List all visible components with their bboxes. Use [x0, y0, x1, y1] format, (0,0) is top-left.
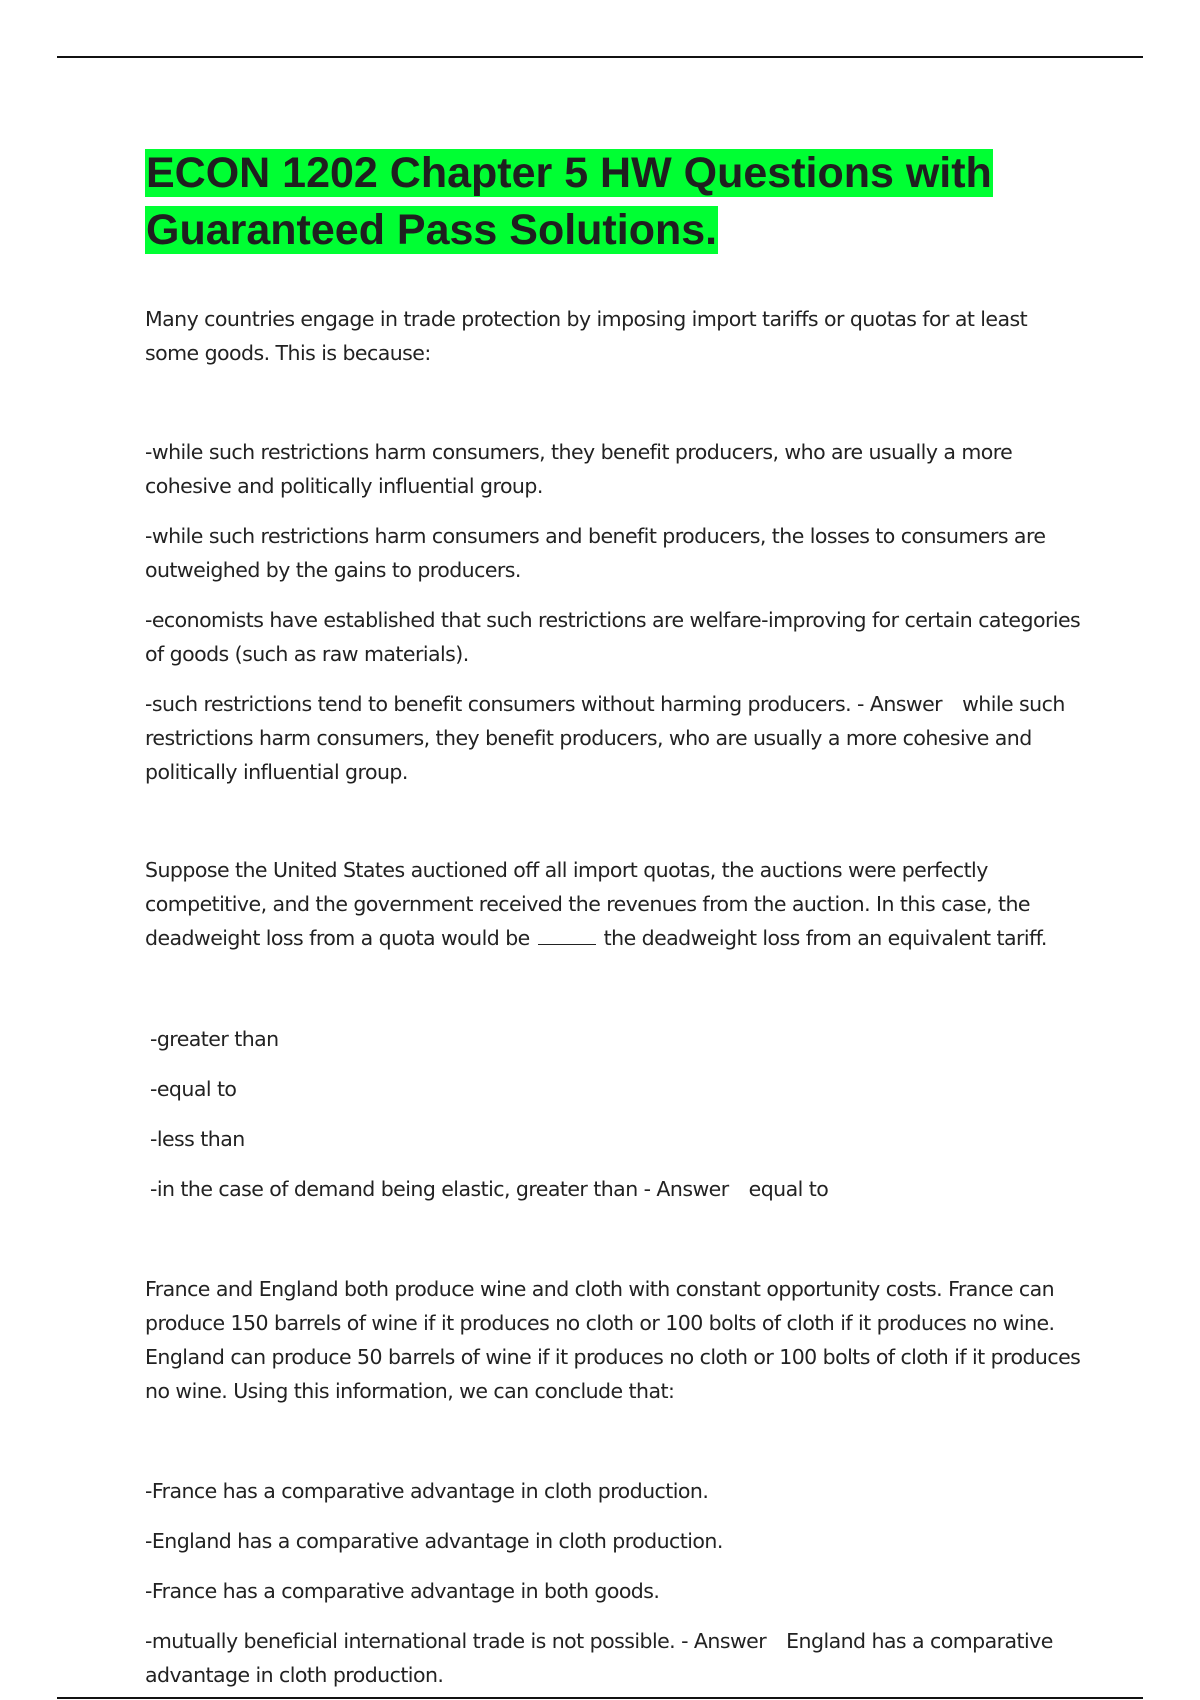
question-prompt [145, 853, 1085, 955]
question-option: -greater than [150, 1027, 279, 1051]
question-option: -equal to [150, 1077, 237, 1101]
top-rule [57, 56, 1143, 58]
answer-text: England has a comparative advantage in cloth production. [145, 1629, 1053, 1687]
question-option-with-answer [145, 1172, 1085, 1206]
question-option: -France has a comparative advantage in both goods. [145, 1579, 660, 1603]
question-option: -such restrictions tend to benefit consumers without harming producers. [145, 692, 852, 716]
answer-text: while such restrictions harm consumers, they benefit producers, who are usually a more cohesive and politically influential group. [145, 692, 1065, 784]
question-option: -France has a comparative advantage in cloth production. [145, 1479, 709, 1503]
answer-text: equal to [748, 1177, 829, 1201]
question-1 [145, 302, 1085, 789]
question-2 [145, 853, 1085, 1206]
answer-label: - Answer [857, 692, 943, 716]
question-option: -England has a comparative advantage in cloth production. [145, 1529, 723, 1553]
question-prompt-start: Suppose the United States auctioned off all import quotas, the auctions were perfectly competitive, and the government received the revenues from the auction. In this case, the deadweight loss from a quota would be [145, 858, 1030, 950]
question-option-with-answer [145, 687, 1085, 789]
question-prompt-end: the deadweight loss from an equivalent tariff. [603, 926, 1047, 950]
document-title [145, 145, 1085, 259]
question-3 [145, 1272, 1085, 1692]
question-option: -economists have established that such restrictions are welfare-improving for certain categories of goods (such as raw materials). [145, 608, 1081, 666]
question-option: -in the case of demand being elastic, greater than [150, 1177, 638, 1201]
title-highlight: ECON 1202 Chapter 5 HW Questions with Guaranteed Pass Solutions. [146, 149, 992, 254]
answer-label: - Answer [681, 1629, 767, 1653]
bottom-rule [57, 1697, 1143, 1699]
answer-label: - Answer [643, 1177, 729, 1201]
question-option: -while such restrictions harm consumers, they benefit producers, who are usually a more cohesive and politically influential group. [145, 440, 1013, 498]
question-option-with-answer [145, 1624, 1085, 1692]
fill-in-blank [538, 924, 596, 945]
question-option: -mutually beneficial international trade is not possible. [145, 1629, 676, 1653]
question-option: -while such restrictions harm consumers and benefit producers, the losses to consumers are outweighed by the gains to producers. [145, 524, 1046, 582]
question-option: -less than [150, 1127, 245, 1151]
question-prompt: Many countries engage in trade protection by imposing import tariffs or quotas for at least some goods. This is because: [145, 307, 1028, 365]
question-prompt: France and England both produce wine and cloth with constant opportunity costs. France can produce 150 barrels of wine if it produces no cloth or 100 bolts of cloth if it produces no wine. England can produce 50 barrels of wine if it produces no cloth or 100 bolts of cloth if it produces no wine. Using this information, we can conclude that: [145, 1277, 1081, 1403]
document-body [145, 145, 1085, 1692]
